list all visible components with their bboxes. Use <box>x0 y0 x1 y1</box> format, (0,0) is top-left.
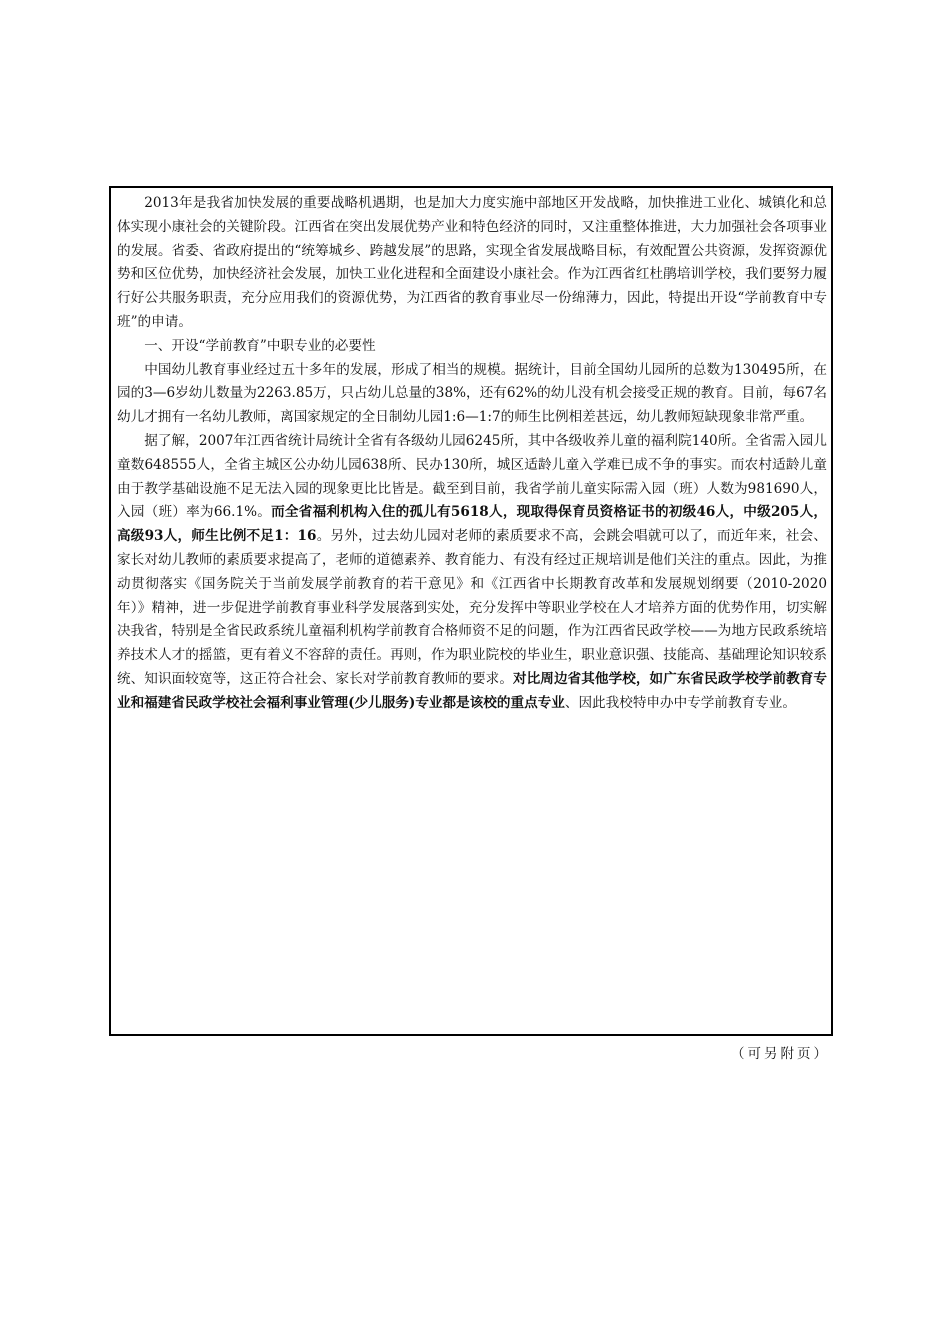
section-heading: 一、开设“学前教育”中职专业的必要性 <box>144 337 376 354</box>
national-statistics-paragraph: 中国幼儿教育事业经过五十多年的发展，形成了相当的规模。据统计，目前全国幼儿园所的总数为130495所，在园的3—6岁幼儿数量为2263.85万，只占幼儿总量的38%，还有62%的幼儿没有机会接受正规的教育。目前，每67名幼儿才拥有一名幼儿教师，离国家规定的全日制幼儿园1:6—1:7的师生比例相差甚远，幼儿教师短缺现象非常严重。 <box>117 361 827 426</box>
provincial-statistics-text: 据了解，2007年江西省统计局统计全省有各级幼儿园6245所，其中各级收养儿童的福利院140所。全省需入园儿童数648555人，全省主城区公办幼儿园638所、民办130所，城区适龄儿童入学难已成不争的事实。而农村适龄儿童由于教学基础设施不足无法入园的现象更比比皆是。截至到目前，我省学前儿童实际需入园（班）人数为981690人，入园（班）率为66.1%。 <box>117 432 827 521</box>
intro-paragraph: 2013年是我省加快发展的重要战略机遇期，也是加大力度实施中部地区开发战略，加快推进工业化、城镇化和总体实现小康社会的关键阶段。江西省在突出发展优势产业和特色经济的同时，又注重整体推进，大力加强社会各项事业的发展。省委、省政府提出的“统筹城乡、跨越发展”的思路，实现全省发展战略目标，有效配置公共资源，发挥资源优势和区位优势，加快经济社会发展，加快工业化进程和全面建设小康社会。作为江西省红杜鹃培训学校，我们要努力履行好公共服务职责，充分应用我们的资源优势，为江西省的教育事业尽一份绵薄力，因此，特提出开设“学前教育中专班”的申请。 <box>117 195 827 330</box>
provincial-statistics-paragraph <box>117 430 827 716</box>
welfare-orphan-stats: 而全省福利机构入住的孤儿有5618人，现取得保育员资格证书的初级46人，中级205人，高级93人，师生比例不足1：16 <box>117 504 828 545</box>
teacher-quality-text: 。另外，过去幼儿园对老师的素质要求不高，会跳会唱就可以了，而近年来，社会、家长对幼儿教师的素质要求提高了，老师的道德素养、教育能力、有没有经过正规培训是他们关注的重点。因此，为推动贯彻落实《国务院关于当前发展学前教育的若干意见》和《江西省中长期教育改革和发展规划纲要（2010-2020年）》精神，进一步促进学前教育事业科学发展落到实处，充分发挥中等职业学校在人才培养方面的优势作用，切实解决我省，特别是全省民政系统儿童福利机构学前教育合格师资不足的问题，作为江西省民政学校——为地方民政系统培养技术人才的摇篮，更有着义不容辞的责任。再则，作为职业院校的毕业生，职业意识强、技能高、基础理论知识较系统、知识面较宽等，这正符合社会、家长对学前教育教师的要求。 <box>117 528 828 687</box>
content-box <box>109 186 833 1036</box>
footer-note: （可另附页） <box>731 1046 830 1062</box>
conclusion-text: 、因此我校特申办中专学前教育专业。 <box>564 694 796 711</box>
neighboring-schools-comparison: 对比周边省其他学校，如广东省民政学校学前教育专业和福建省民政学校社会福利事业管理(少儿服务)专业都是该校的重点专业 <box>117 670 828 711</box>
